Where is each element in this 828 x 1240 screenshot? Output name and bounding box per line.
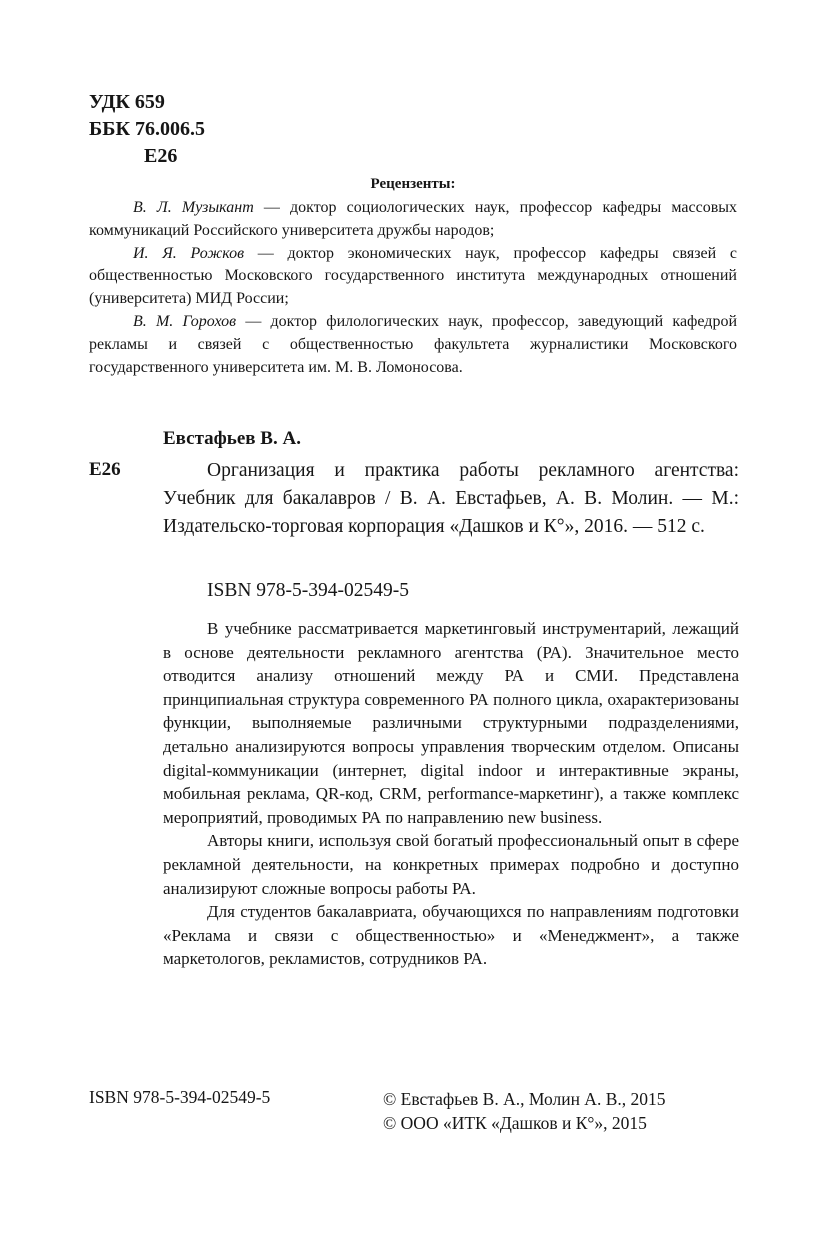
copyright-block	[383, 1087, 666, 1135]
reviewers-list	[89, 197, 737, 379]
bbk-code: ББК 76.006.5	[89, 118, 205, 140]
udk-code: УДК 659	[89, 91, 165, 113]
reviewer-entry	[89, 311, 737, 379]
reviewer-name: В. М. Горохов	[133, 312, 237, 330]
copyright-authors: © Евстафьев В. А., Молин А. В., 2015	[383, 1089, 666, 1109]
reviewers-title: Рецензенты:	[370, 176, 456, 192]
reviewer-description: — доктор филологических наук, профессор, заведующий кафедрой рекламы и связей с общественностью факультета журналистики Московского государственного университета им. М. В. Ломоносова.	[89, 312, 738, 376]
classification-codes	[89, 89, 205, 170]
bibliographic-description	[163, 457, 739, 541]
footer-isbn: ISBN 978-5-394-02549-5	[89, 1087, 271, 1107]
author-mark-left: Е26	[89, 459, 121, 480]
copyright-publisher: © ООО «ИТК «Дашков и К°», 2015	[383, 1113, 647, 1133]
reviewer-description: — доктор социологических наук, профессор кафедры массовых коммуникаций Российского университета дружбы народов;	[89, 199, 737, 239]
author-mark-top: Е26	[144, 145, 178, 167]
reviewer-name: И. Я. Рожков	[133, 244, 245, 262]
book-description: Организация и практика работы рекламного агентства: Учебник для бакалавров / В. А. Евстафьев, А. В. Молин. — М.: Издательско-торговая корпорация «Дашков и К°», 2016. — 512 с.	[163, 460, 739, 537]
reviewer-entry	[89, 197, 737, 243]
abstract-paragraph: В учебнике рассматривается маркетинговый инструментарий, лежащий в основе деятельности рекламного агентства (РА). Значительное место отводится анализу отношений между РА и СМИ. Представлена принципиальная структура современного РА полного цикла, охарактеризованы функции, выполняемые различными структурными подразделениями, детально анализируются вопросы управления творческим отделом. Описаны digital-коммуникации (интернет, digital indoor и интерактивные экраны, мобильная реклама, QR-код, CRM, performance-маркетинг), а также комплекс мероприятий, проводимых РА по направлению new business.	[163, 619, 739, 827]
book-abstract	[163, 617, 739, 971]
abstract-paragraph: Для студентов бакалавриата, обучающихся по направлениям подготовки «Реклама и связи с общественностью» и «Менеджмент», а также маркетологов, рекламистов, сотрудников РА.	[163, 902, 739, 969]
abstract-paragraph: Авторы книги, используя свой богатый профессиональный опыт в сфере рекламной деятельности, на конкретных примерах подробно и доступно анализируют сложные вопросы работы РА.	[163, 831, 739, 898]
reviewer-entry	[89, 243, 737, 311]
book-author: Евстафьев В. А.	[163, 428, 301, 449]
book-isbn: ISBN 978-5-394-02549-5	[207, 580, 410, 601]
reviewer-name: В. Л. Музыкант	[133, 199, 254, 216]
reviewer-description: — доктор экономических наук, профессор кафедры связей с общественностью Московского государственного института международных отношений (университета) МИД России;	[89, 244, 738, 308]
